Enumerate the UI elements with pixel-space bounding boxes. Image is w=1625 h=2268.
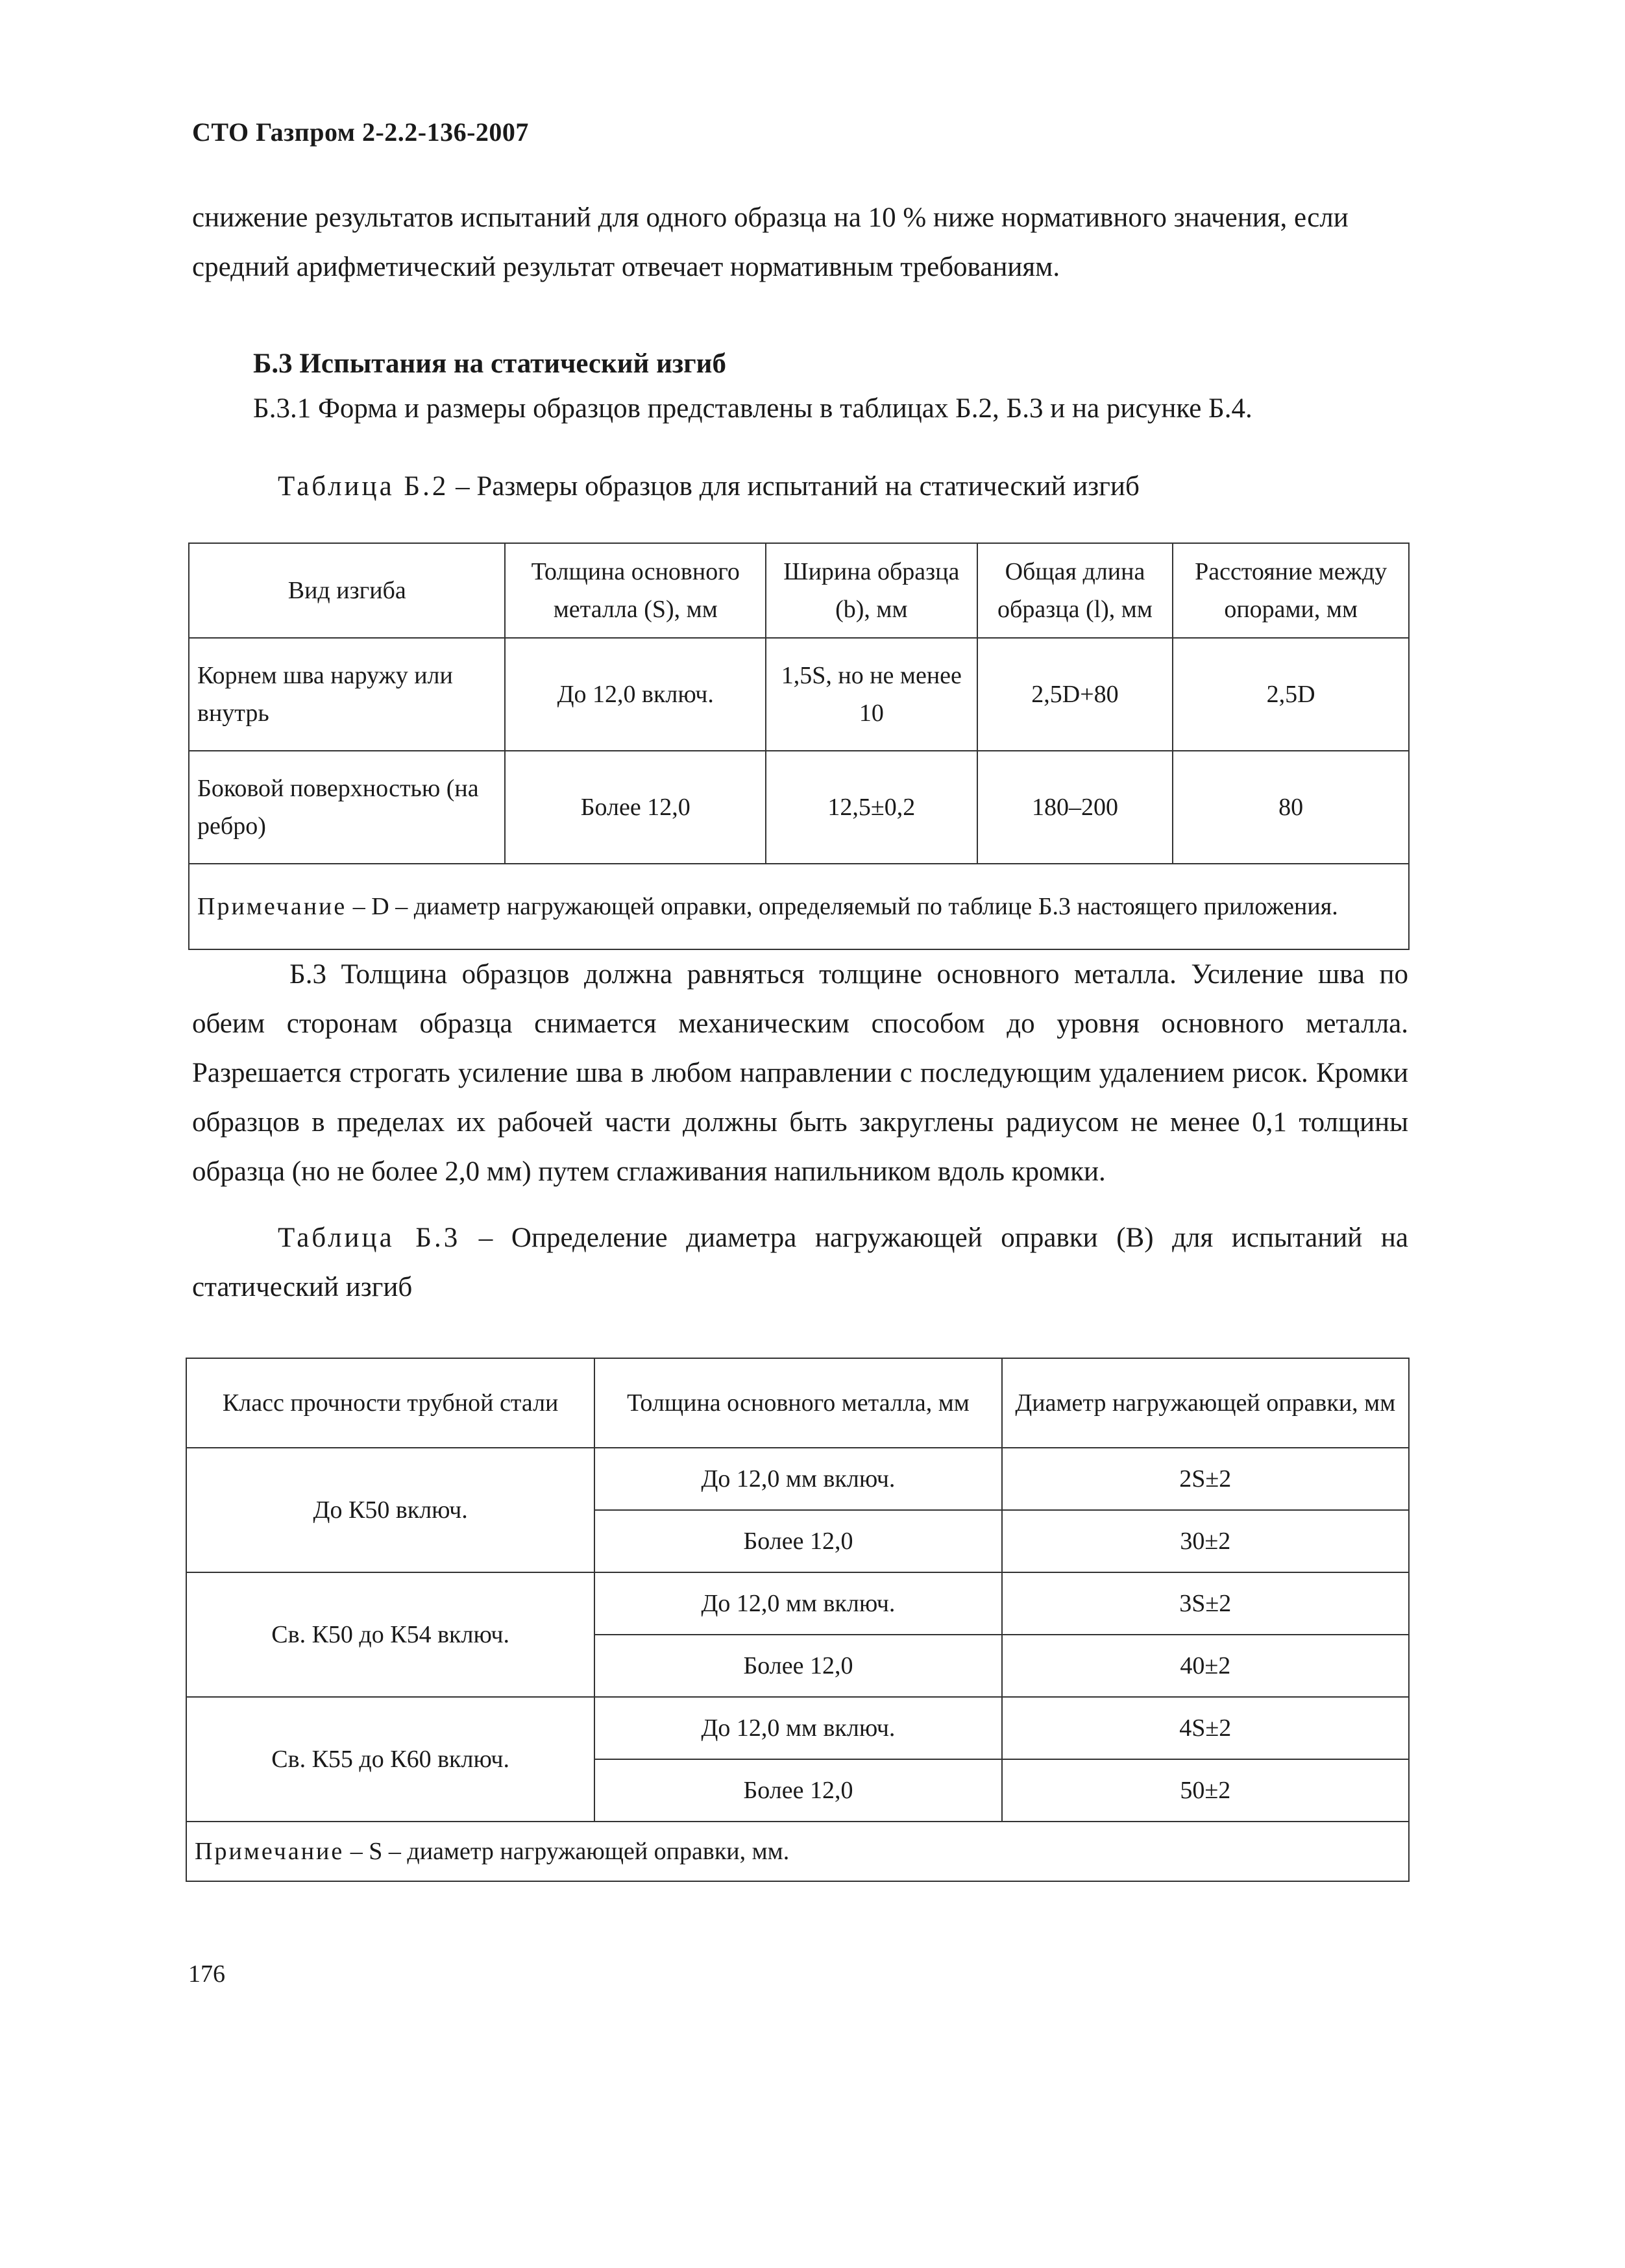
note-label: Примечание [197, 893, 347, 920]
table-row [186, 1697, 1409, 1759]
table-cell: Боковой поверхностью (на ребро) [189, 751, 505, 864]
table-cell: Более 12,0 [594, 1635, 1001, 1697]
table-cell: 2,5D [1173, 638, 1409, 751]
table-b3-note-row [186, 1822, 1409, 1881]
table-b2-header-cell: Общая длина образца (l), мм [977, 543, 1173, 638]
table-cell: 30±2 [1002, 1510, 1409, 1572]
note-label: Примечание [195, 1838, 345, 1865]
table-row [186, 1448, 1409, 1510]
table-b2-caption-text: – Размеры образцов для испытаний на статический изгиб [448, 471, 1140, 502]
table-b3-header-cell: Класс прочности трубной стали [186, 1358, 594, 1448]
table-cell: Корнем шва наружу или внутрь [189, 638, 505, 751]
table-b2-note-row [189, 864, 1409, 949]
table-cell: 4S±2 [1002, 1697, 1409, 1759]
table-row [186, 1572, 1409, 1635]
table-b2-header-cell: Расстояние между опорами, мм [1173, 543, 1409, 638]
table-cell: До 12,0 мм включ. [594, 1697, 1001, 1759]
section-subparagraph: Б.3.1 Форма и размеры образцов представлены в таблицах Б.2, Б.3 и на рисунке Б.4. [253, 393, 1252, 424]
table-row [189, 751, 1409, 864]
table-group-cell: Св. К50 до К54 включ. [186, 1572, 594, 1697]
table-b3-header-cell: Диаметр нагружающей оправки, мм [1002, 1358, 1409, 1448]
table-b3-caption [192, 1213, 1408, 1312]
table-b3-caption-text: – Определение диаметра нагружающей оправки (В) для испытаний на статический изгиб [192, 1223, 1408, 1302]
table-cell: 3S±2 [1002, 1572, 1409, 1635]
table-b3-caption-label: Таблица Б.3 [278, 1223, 461, 1253]
table-b2 [188, 543, 1410, 950]
page-number: 176 [188, 1960, 225, 1988]
table-note [189, 864, 1409, 949]
table-cell: Более 12,0 [594, 1510, 1001, 1572]
table-cell: До 12,0 мм включ. [594, 1572, 1001, 1635]
table-cell: 80 [1173, 751, 1409, 864]
table-b2-header-cell: Толщина основного металла (S), мм [505, 543, 766, 638]
table-b3 [186, 1358, 1410, 1882]
section-title: Б.3 Испытания на статический изгиб [253, 348, 726, 379]
table-group-cell: До К50 включ. [186, 1448, 594, 1572]
note-text: – D – диаметр нагружающей оправки, определяемый по таблице Б.3 настоящего приложения. [347, 893, 1338, 920]
table-cell: 2S±2 [1002, 1448, 1409, 1510]
table-b2-caption-label: Таблица Б.2 [278, 471, 449, 502]
table-note [186, 1822, 1409, 1881]
table-cell: 50±2 [1002, 1759, 1409, 1822]
table-b3-header-row [186, 1358, 1409, 1448]
table-cell: 180–200 [977, 751, 1173, 864]
table-group-cell: Св. К55 до К60 включ. [186, 1697, 594, 1822]
table-row [189, 638, 1409, 751]
table-cell: 40±2 [1002, 1635, 1409, 1697]
table-b2-caption [278, 470, 1140, 502]
paragraph-b3: Б.3 Толщина образцов должна равняться толщине основного металла. Усиление шва по обеим сторонам образца снимается механическим способом до уровня основного металла. Разрешается строгать усиление шва в любом направлении с последующим удалением рисок. Кромки образцов в пределах их рабочей части должны быть закруглены радиусом не менее 0,1 толщины образца (но не более 2,0 мм) путем сглаживания напильником вдоль кромки. [192, 959, 1408, 1187]
table-b2-header-row [189, 543, 1409, 638]
table-cell: Более 12,0 [594, 1759, 1001, 1822]
table-cell: До 12,0 включ. [505, 638, 766, 751]
table-b3-header-cell: Толщина основного металла, мм [594, 1358, 1001, 1448]
table-cell: До 12,0 мм включ. [594, 1448, 1001, 1510]
table-cell: 12,5±0,2 [766, 751, 977, 864]
table-cell: 2,5D+80 [977, 638, 1173, 751]
table-cell: 1,5S, но не менее 10 [766, 638, 977, 751]
table-cell: Более 12,0 [505, 751, 766, 864]
document-header: СТО Газпром 2-2.2-136-2007 [192, 117, 529, 147]
intro-paragraph: снижение результатов испытаний для одного образца на 10 % ниже нормативного значения, если средний арифметический результат отвечает нормативным требованиям. [192, 202, 1349, 282]
table-b2-header-cell: Ширина образца (b), мм [766, 543, 977, 638]
note-text: – S – диаметр нагружающей оправки, мм. [344, 1838, 790, 1865]
table-b2-header-cell: Вид изгиба [189, 543, 505, 638]
